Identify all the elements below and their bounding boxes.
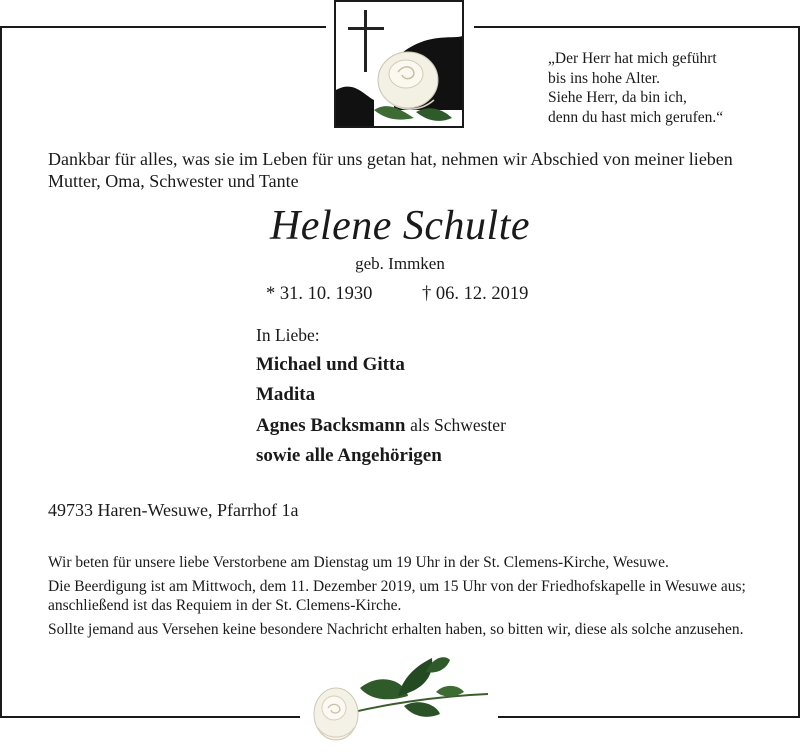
frame-top-left (0, 26, 326, 28)
mourner-name: Agnes Backsmann (256, 415, 406, 436)
bible-quote (548, 49, 723, 127)
frame-bottom-right (498, 716, 800, 718)
notices (48, 553, 754, 643)
mourner-name: Michael und Gitta (256, 354, 405, 375)
address: 49733 Haren-Wesuwe, Pfarrhof 1a (48, 500, 299, 520)
notice-prayer: Wir beten für unsere liebe Verstorbene am Dienstag um 19 Uhr in der St. Clemens-Kirche, Wesuwe. (48, 554, 669, 571)
death-date: † 06. 12. 2019 (422, 284, 529, 304)
frame-top-right (474, 26, 800, 28)
frame-bottom-left (0, 716, 300, 718)
notice-no-message: Sollte jemand aus Versehen keine besondere Nachricht erhalten haben, so bitten wir, diese als solche anzusehen. (48, 620, 744, 638)
mourners-heading: In Liebe: (256, 325, 320, 345)
mourner-entry (256, 350, 506, 380)
mourners-list (256, 350, 506, 471)
birth-date: * 31. 10. 1930 (266, 284, 373, 304)
mourner-name: sowie alle Angehörigen (256, 445, 442, 466)
mourner-entry (256, 441, 506, 471)
rose-icon (300, 652, 500, 747)
quote-line: bis ins hohe Alter. (548, 69, 660, 87)
mourner-relation: als Schwester (410, 415, 506, 435)
quote-line: „Der Herr hat mich geführt (548, 50, 717, 67)
mourner-entry (256, 410, 506, 441)
maiden-name: geb. Immken (355, 254, 445, 273)
quote-line: Siehe Herr, da bin ich, (548, 89, 687, 106)
deceased-name: Helene Schulte (269, 203, 531, 249)
cross-rose-photo (334, 0, 464, 128)
intro-text: Dankbar für alles, was sie im Leben für uns getan hat, nehmen wir Abschied von meiner lieben Mutter, Oma, Schwester und Tante (48, 149, 733, 191)
mourner-entry (256, 380, 506, 410)
mourner-name: Madita (256, 384, 316, 405)
frame-left (0, 26, 2, 718)
quote-line: denn du hast mich gerufen.“ (548, 108, 724, 126)
notice-funeral: Die Beerdigung ist am Mittwoch, dem 11. Dezember 2019, um 15 Uhr von der Friedhofskapelle in Wesuwe aus; anschließend ist das Requiem in der St. Clemens-Kirche. (48, 577, 746, 614)
